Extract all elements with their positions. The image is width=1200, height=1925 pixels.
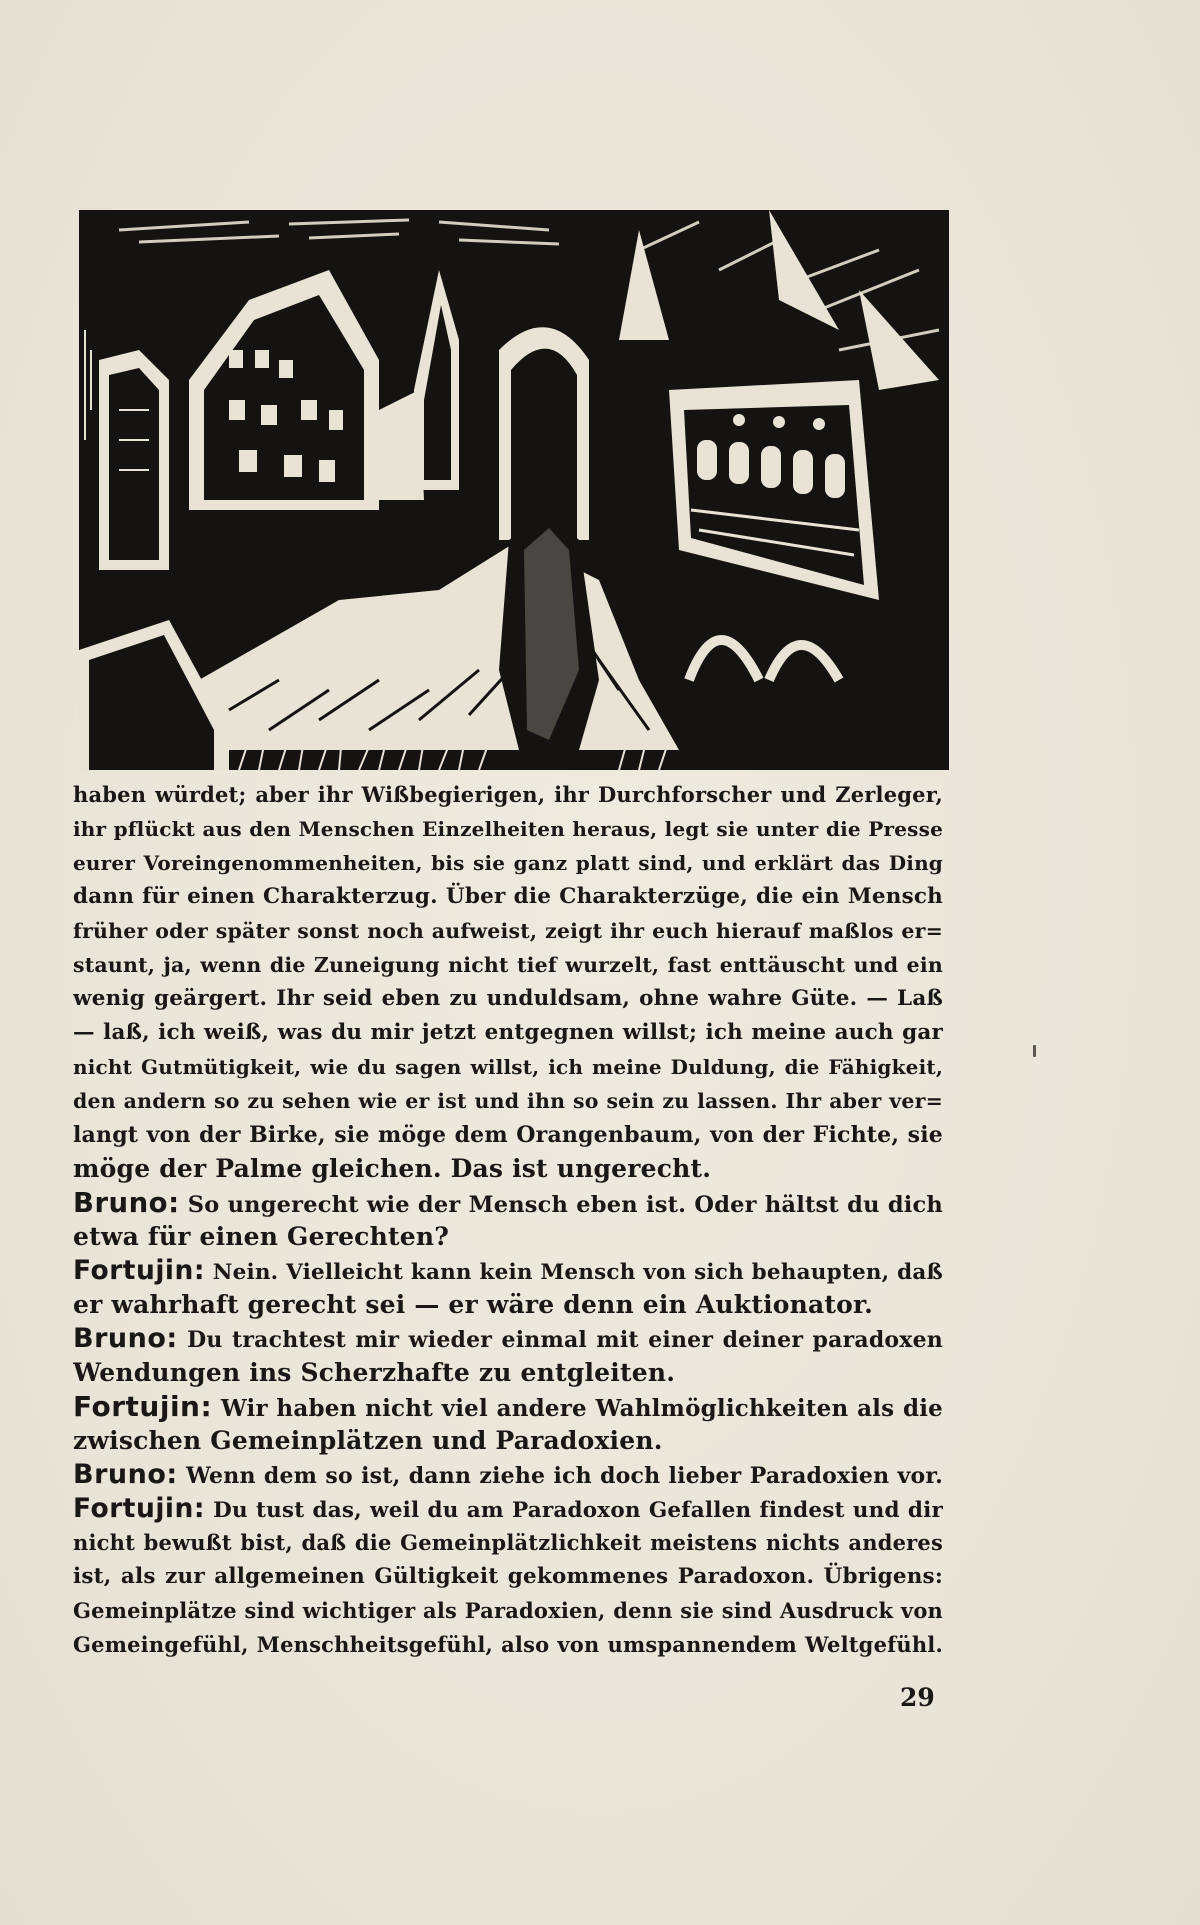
speech-first-line [73,1322,943,1356]
dialogue-entry [73,1390,943,1458]
speech-first-line [73,1254,943,1288]
text-line: möge der Palme gleichen. Das ist ungerecht. [73,1154,712,1183]
text-line: nicht Gutmütigkeit, wie du sagen willst, ich meine Duldung, die Fähigkeit, [73,1055,943,1079]
speech-first-line [73,1458,943,1492]
text-line: Wendungen ins Scherzhafte zu entgleiten. [73,1358,676,1387]
page-number: 29 [900,1683,935,1712]
speaker-name: Bruno: [73,1459,178,1490]
text-line: etwa für einen Gerechten? [73,1222,450,1251]
text-line: nicht bewußt bist, daß die Gemeinplätzlichkeit meistens nichts anderes [73,1530,943,1555]
text-line: zwischen Gemeinplätzen und Paradoxien. [73,1426,663,1455]
text-line: dann für einen Charakterzug. Über die Charakterzüge, die ein Mensch [73,884,943,909]
speaker-name: Fortujin: [73,1493,205,1524]
text-line: langt von der Birke, sie möge dem Orangenbaum, von der Fichte, sie [73,1122,943,1148]
speech-first-line [73,1492,943,1526]
speaker-name: Bruno: [73,1187,180,1219]
text-line: — laß, ich weiß, was du mir jetzt entgegnen willst; ich meine auch gar [73,1020,943,1045]
text-line: wenig geärgert. Ihr seid eben zu unduldsam, ohne wahre Güte. — Laß [73,986,943,1011]
speech-text: Wenn dem so ist, dann ziehe ich doch lieber Paradoxien vor. [185,1463,943,1489]
speech-first-line [73,1390,943,1424]
text-line: früher oder später sonst noch aufweist, zeigt ihr euch hierauf maßlos er= [73,919,943,943]
text-line: ihr pflückt aus den Menschen Einzelheiten heraus, legt sie unter die Presse [73,817,943,841]
text-line: den andern so zu sehen wie er ist und ihn so sein zu lassen. Ihr aber ver= [73,1089,943,1113]
margin-mark [1033,1045,1036,1057]
speech-text: Wir haben nicht viel andere Wahlmöglichkeiten als die [220,1395,943,1422]
speech-first-line [73,1186,943,1220]
speech-text: Du tust das, weil du am Paradoxon Gefallen findest und dir [213,1498,943,1523]
speaker-name: Fortujin: [73,1390,213,1423]
text-line: ist, als zur allgemeinen Gültigkeit gekommenes Paradoxon. Übrigens: [73,1564,943,1589]
woodcut-illustration [79,210,949,770]
speaker-name: Fortujin: [73,1255,205,1286]
speech-text: Nein. Vielleicht kann kein Mensch von sich behaupten, daß [212,1260,943,1285]
text-line: haben würdet; aber ihr Wißbegierigen, ihr Durchforscher und Zerleger, [73,782,943,807]
dialogue-entry [73,1254,943,1322]
text-line: Gemeinplätze sind wichtiger als Paradoxien, denn sie sind Ausdruck von [73,1598,943,1623]
speech-text: So ungerecht wie der Mensch eben ist. Oder hältst du dich [187,1192,943,1218]
dialogue-entry [73,1186,943,1254]
woodcut-image [79,210,949,770]
text-line: eurer Voreingenommenheiten, bis sie ganz platt sind, und erklärt das Ding [73,851,943,875]
dialogue-entry [73,1322,943,1390]
text-line: Gemeingefühl, Menschheitsgefühl, also von umspannendem Weltgefühl. [73,1632,943,1657]
dialogue-entry [73,1458,943,1492]
text-line: staunt, ja, wenn die Zuneigung nicht tief wurzelt, fast enttäuscht und ein [73,953,943,977]
speech-text: Du trachtest mir wieder einmal mit einer deiner paradoxen [187,1327,943,1353]
speaker-name: Bruno: [73,1323,178,1354]
body-text [73,778,943,1662]
dialogue-entry [73,1492,943,1662]
text-line: er wahrhaft gerecht sei — er wäre denn ein Auktionator. [73,1290,874,1319]
